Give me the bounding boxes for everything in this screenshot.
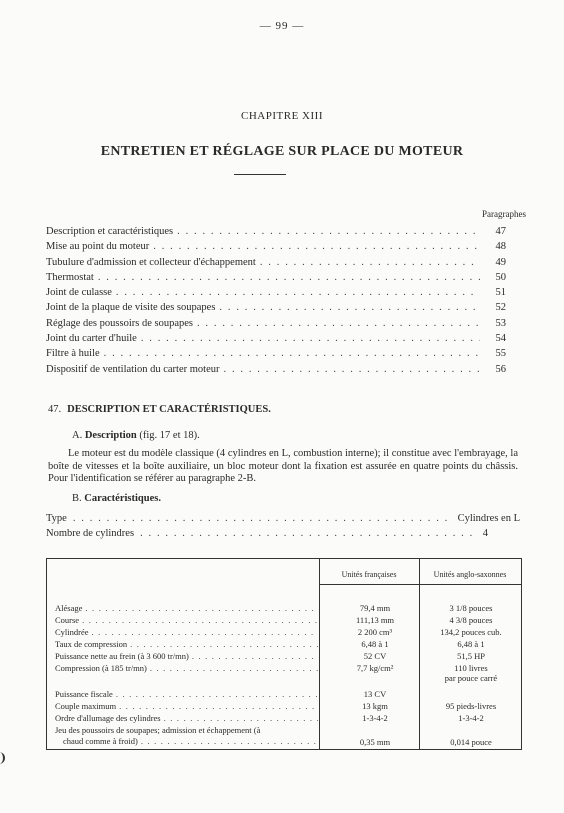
row-label: Ordre d'allumage des cylindres	[55, 713, 161, 723]
spec-value: Cylindres en L	[457, 513, 520, 524]
french-value: 6,48 à 1	[361, 639, 389, 649]
toc-item	[46, 226, 506, 241]
page-edge-mark	[0, 752, 5, 764]
toc-item-number: 50	[495, 271, 506, 283]
leader-dots	[140, 528, 477, 539]
row-label: Jeu des poussoirs de soupapes; admission et échappement (à	[55, 725, 261, 735]
row-label: Compression (à 185 tr/mn)	[55, 663, 147, 673]
row-label: Couple maximum	[55, 701, 117, 711]
header-divider	[319, 584, 521, 585]
spec-label: Nombre de cylindres	[46, 528, 135, 539]
anglo-value: 95 pieds-livres	[445, 701, 497, 711]
leader-dots	[141, 333, 480, 344]
toc-item-label: Dispositif de ventilation du carter moteur	[46, 363, 220, 375]
leader-dots	[164, 713, 318, 723]
leader-dots	[104, 348, 480, 359]
anglo-value	[423, 663, 519, 683]
row-label: Cylindrée	[55, 627, 89, 637]
french-value: 13 kgm	[362, 701, 388, 711]
french-value: 1-3-4-2	[362, 713, 388, 723]
toc-item-label: Thermostat	[46, 271, 94, 283]
row-label: chaud comme à froid)	[63, 736, 138, 746]
anglo-value: 51,5 HP	[457, 651, 485, 661]
toc-item	[46, 272, 506, 287]
toc-item-label: Mise au point du moteur	[46, 241, 150, 253]
row-label: Puissance nette au frein (à 3 600 tr/mn)	[55, 651, 189, 661]
leader-dots	[192, 651, 318, 661]
leader-dots	[219, 302, 480, 313]
anglo-value: 3 1/8 pouces	[449, 603, 493, 613]
leader-dots	[197, 318, 480, 329]
spec-row-type	[46, 513, 520, 524]
toc-item	[46, 318, 506, 333]
subsection-title: Caractéristiques.	[84, 493, 161, 504]
row-label: Taux de compression	[55, 639, 128, 649]
anglo-value-line: 110 livres	[454, 663, 488, 673]
leader-dots	[85, 603, 318, 613]
chapter-title: ENTRETIEN ET RÉGLAGE SUR PLACE DU MOTEUR	[100, 144, 464, 159]
french-value: 111,13 mm	[355, 615, 395, 625]
leader-dots	[98, 272, 480, 283]
row-label: Puissance fiscale	[55, 689, 113, 699]
spec-row-cylinders	[46, 528, 520, 539]
subsection-description-heading	[72, 430, 200, 441]
title-underline	[234, 174, 286, 175]
section-heading	[48, 404, 271, 415]
toc-item-label: Joint de culasse	[46, 287, 112, 299]
leader-dots	[82, 615, 318, 625]
column-header-anglo-units: Unités anglo-saxonnes	[433, 570, 507, 579]
leader-dots	[92, 627, 318, 637]
section-number: 47.	[48, 404, 62, 415]
toc-item	[46, 241, 506, 256]
subsection-title: Description	[84, 430, 137, 441]
leader-dots	[260, 257, 480, 268]
leader-dots	[73, 513, 452, 524]
french-value: 7,7 kg/cm²	[356, 663, 394, 673]
toc-item-number: 53	[495, 317, 506, 329]
leader-dots	[130, 639, 318, 649]
toc-item-number: 47	[495, 226, 506, 237]
page-number: — 99 —	[259, 20, 305, 32]
leader-dots	[224, 364, 481, 375]
toc-item-label: Joint de la plaque de visite des soupapes	[46, 302, 216, 314]
figure-reference: (fig. 17 et 18).	[139, 430, 200, 441]
specifications-table	[46, 558, 522, 750]
leader-dots	[116, 287, 480, 298]
column-header-french-units: Unités françaises	[341, 570, 397, 579]
toc-column-header: Paragraphes	[482, 209, 526, 219]
row-label: Alésage	[55, 603, 83, 613]
toc-item	[46, 364, 506, 379]
anglo-value: 1-3-4-2	[458, 713, 484, 723]
toc-item	[46, 348, 506, 363]
anglo-value: 4 3/8 pouces	[449, 615, 493, 625]
french-value: 79,4 mm	[359, 603, 391, 613]
table-of-contents	[46, 226, 506, 379]
toc-item-label: Tubulure d'admission et collecteur d'échappement	[46, 256, 256, 268]
french-value: 2 200 cm³	[357, 627, 393, 637]
anglo-value: 6,48 à 1	[457, 639, 485, 649]
section-title: DESCRIPTION ET CARACTÉRISTIQUES.	[67, 404, 271, 415]
french-value: 52 CV	[363, 651, 387, 661]
toc-item-label: Filtre à huile	[46, 348, 100, 360]
spec-label: Type	[46, 513, 67, 524]
anglo-value-line: par pouce carré	[444, 673, 498, 683]
toc-item-number: 54	[495, 333, 506, 345]
description-paragraph: Le moteur est du modèle classique (4 cylindres en L, combustion interne); il constitue avec l'embrayage, la boîte de vitesses et la boîte auxiliaire, un bloc moteur dont la fixation est assurée en quatre points du châssis. Pour l'identification se référer au paragraphe 2-B.	[48, 448, 518, 484]
leader-dots	[153, 241, 480, 252]
subsection-characteristics-heading	[72, 493, 161, 504]
leader-dots	[116, 689, 318, 699]
anglo-value: 0,014 pouce	[450, 737, 492, 747]
toc-item	[46, 302, 506, 317]
toc-item-label: Description et caractéristiques	[46, 226, 174, 237]
french-value: 0,35 mm	[359, 737, 391, 747]
anglo-value: 134,2 pouces cub.	[440, 627, 502, 637]
toc-item-label: Réglage des poussoirs de soupapes	[46, 317, 193, 329]
toc-item	[46, 287, 506, 302]
toc-item-number: 52	[495, 302, 506, 314]
toc-item-number: 51	[495, 287, 506, 299]
chapter-heading: CHAPITRE XIII	[241, 110, 323, 122]
toc-item	[46, 257, 506, 272]
toc-item	[46, 333, 506, 348]
row-label: Course	[55, 615, 80, 625]
leader-dots	[150, 663, 318, 673]
row-label-multiline	[55, 725, 321, 747]
toc-item-number: 55	[495, 348, 506, 360]
leader-dots	[119, 701, 318, 711]
spec-value: 4	[482, 528, 488, 539]
french-value: 13 CV	[363, 689, 387, 699]
subsection-prefix: B.	[72, 493, 82, 504]
leader-dots	[141, 736, 318, 747]
toc-item-number: 48	[495, 241, 506, 253]
toc-item-number: 49	[495, 256, 506, 268]
toc-item-label: Joint du carter d'huile	[46, 333, 137, 345]
subsection-prefix: A.	[72, 430, 83, 441]
leader-dots	[177, 226, 480, 237]
toc-item-number: 56	[495, 363, 506, 375]
